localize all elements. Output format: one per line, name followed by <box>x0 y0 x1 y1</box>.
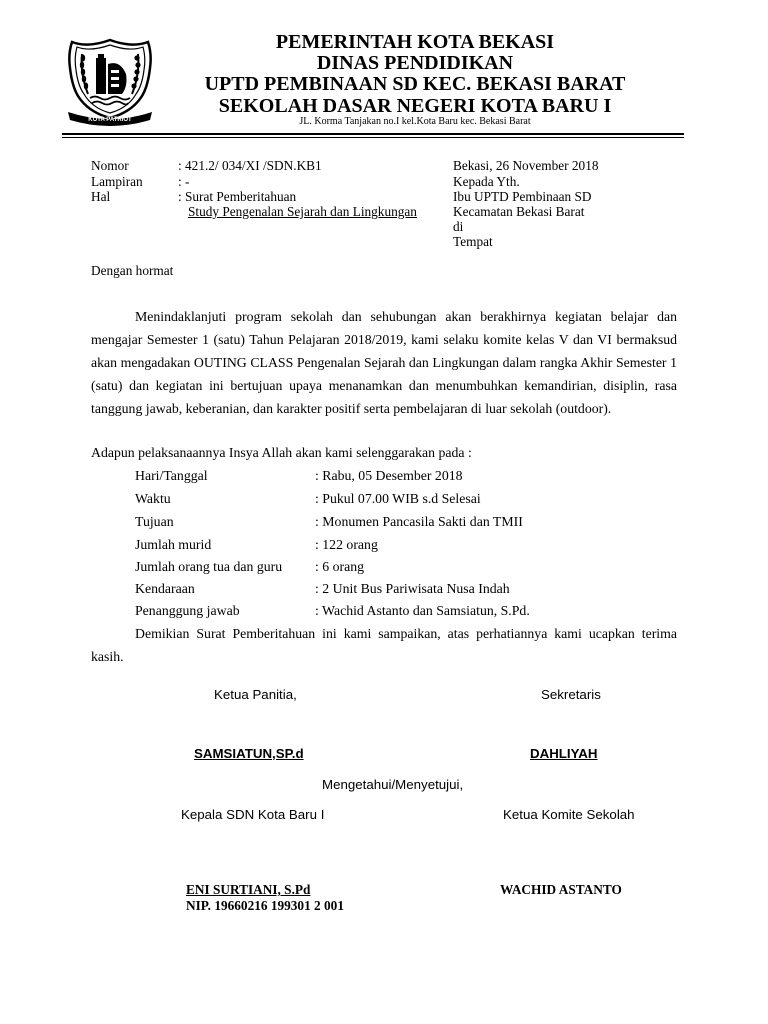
detail-value: : Rabu, 05 Desember 2018 <box>315 468 463 483</box>
header-school: SEKOLAH DASAR NEGERI KOTA BARU I <box>218 95 612 117</box>
header-government: PEMERINTAH KOTA BEKASI <box>275 31 555 53</box>
recipient-line-4: di <box>453 219 464 234</box>
detail-label: Jumlah murid <box>135 537 212 552</box>
logo-ribbon-text: KOTA PATRIOT <box>88 117 132 123</box>
detail-label: Penanggung jawab <box>135 603 240 618</box>
body-paragraph <box>91 305 677 420</box>
recipient-line-2: Ibu UPTD Pembinaan SD <box>453 189 592 204</box>
approval-label: Mengetahui/Menyetujui, <box>322 777 464 792</box>
hal-label: Hal <box>91 189 111 204</box>
hal-value: : Surat Pemberitahuan <box>178 189 297 204</box>
detail-value: : 6 orang <box>315 559 365 574</box>
signature-right-title-2: Ketua Komite Sekolah <box>503 807 635 822</box>
header-uptd: UPTD PEMBINAAN SD KEC. BEKASI BARAT <box>204 73 626 95</box>
signature-left-name-2: ENI SURTIANI, S.Pd <box>186 882 311 897</box>
letter-date: Bekasi, 26 November 2018 <box>453 158 599 173</box>
detail-label: Jumlah orang tua dan guru <box>135 559 283 574</box>
header-rule-thick <box>62 133 684 135</box>
nomor-label: Nomor <box>91 158 129 173</box>
detail-value: : Monumen Pancasila Sakti dan TMII <box>315 514 523 529</box>
recipient-line-5: Tempat <box>453 234 493 249</box>
recipient-line-1: Kepada Yth. <box>453 174 520 189</box>
lampiran-value: : - <box>178 174 190 189</box>
recipient-line-3: Kecamatan Bekasi Barat <box>453 204 585 219</box>
closing-text: Demikian Surat Pemberitahuan ini kami sampaikan, atas perhatiannya kami ucapkan terima kasih. <box>91 626 677 664</box>
detail-label: Tujuan <box>135 514 174 529</box>
signature-left-nip: NIP. 19660216 199301 2 001 <box>186 898 344 913</box>
nomor-value: : 421.2/ 034/XI /SDN.KB1 <box>178 158 322 173</box>
city-crest-icon <box>62 34 158 126</box>
detail-label: Kendaraan <box>135 581 195 596</box>
details-intro: Adapun pelaksanaannya Insya Allah akan kami selenggarakan pada : <box>91 445 472 460</box>
detail-value: : 122 orang <box>315 537 378 552</box>
header-address: JL. Korma Tanjakan no.I kel.Kota Baru kec. Bekasi Barat <box>299 116 531 127</box>
greeting: Dengan hormat <box>91 263 174 278</box>
signature-right-title: Sekretaris <box>541 687 601 702</box>
signature-left-title-2: Kepala SDN Kota Baru I <box>181 807 325 822</box>
closing-paragraph <box>91 622 677 668</box>
detail-value: : Wachid Astanto dan Samsiatun, S.Pd. <box>315 603 530 618</box>
header-department: DINAS PENDIDIKAN <box>316 52 514 74</box>
detail-value: : 2 Unit Bus Pariwisata Nusa Indah <box>315 581 510 596</box>
lampiran-label: Lampiran <box>91 174 143 189</box>
detail-value: : Pukul 07.00 WIB s.d Selesai <box>315 491 481 506</box>
signature-left-name: SAMSIATUN,SP.d <box>194 746 304 761</box>
signature-right-name-2: WACHID ASTANTO <box>500 882 622 897</box>
paragraph-main: Menindaklanjuti program sekolah dan sehubungan akan berakhirnya kegiatan belajar dan mengajar Semester 1 (satu) Tahun Pelajaran 2018/2019, kami selaku komite kelas V dan VI bermaksud akan mengadakan OUTING CLASS Pengenalan Sejarah dan Lingkungan dalam rangka Akhir Semester 1 (satu) dan kegiatan ini bertujuan upaya menanamkan dan menumbuhkan kemandirian, disiplin, rasa tanggung jawab, keberanian, dan karakter positif serta pembelajaran di luar sekolah (outdoor). <box>91 309 677 416</box>
signature-right-name: DAHLIYAH <box>530 746 598 761</box>
detail-label: Waktu <box>135 491 171 506</box>
detail-label: Hari/Tanggal <box>135 468 208 483</box>
signature-left-title: Ketua Panitia, <box>214 687 297 702</box>
hal-subject: Study Pengenalan Sejarah dan Lingkungan <box>188 204 417 219</box>
header-rule-thin <box>62 137 684 138</box>
